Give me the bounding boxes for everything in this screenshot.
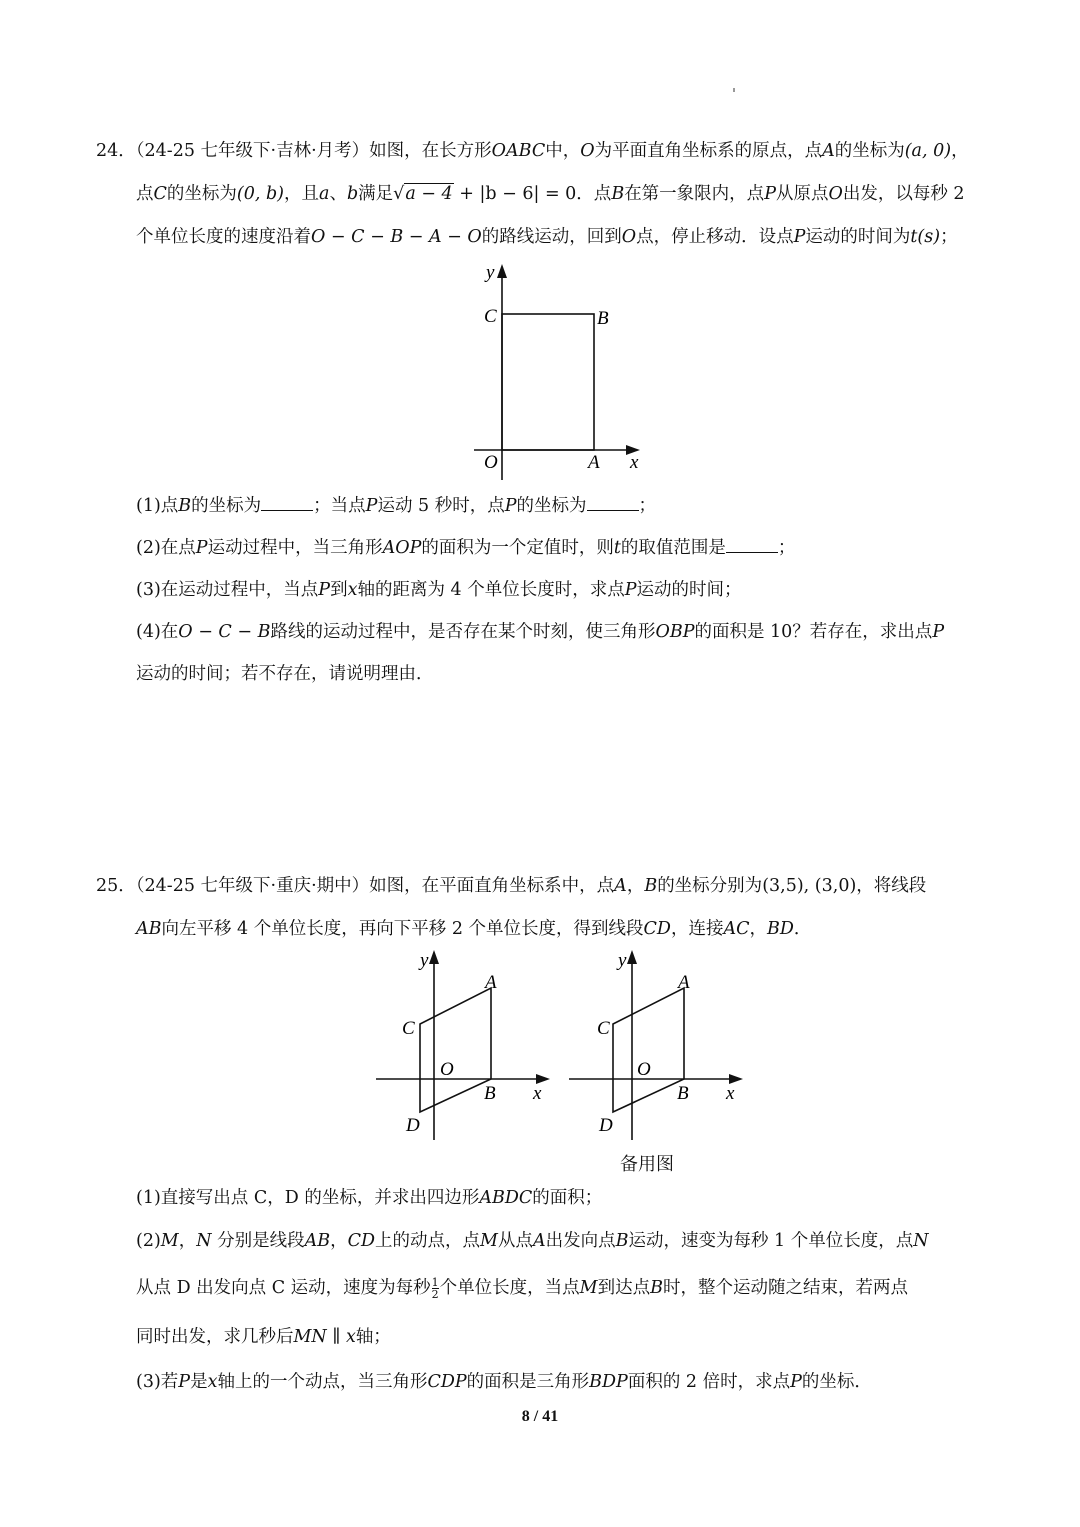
q24-text: 在第一象限内，点 bbox=[624, 184, 765, 204]
q25-text: 向左平移 4 个单位长度，再向下平移 2 个单位长度，得到线段 bbox=[161, 919, 644, 939]
q24-math: P bbox=[504, 496, 517, 516]
q24-text: (1)点 bbox=[136, 496, 179, 516]
q25-math: BDP bbox=[589, 1372, 628, 1392]
q25-line-2 bbox=[136, 917, 811, 941]
q24-part-3 bbox=[136, 578, 742, 602]
q24-text: ；当点 bbox=[313, 496, 366, 516]
q25-math: BD bbox=[766, 919, 794, 939]
q24-text: 路线的运动过程中，是否存在某个时刻，使三角形 bbox=[270, 622, 656, 642]
q24-text: 的坐标为 bbox=[166, 184, 237, 204]
q24-text: 满足 bbox=[358, 184, 394, 204]
q24-math: O − C − B bbox=[178, 622, 271, 642]
q25-number: 25． bbox=[96, 876, 136, 896]
q24-text: 的路线运动，回到 bbox=[481, 227, 622, 247]
q25-text: (2) bbox=[136, 1231, 161, 1251]
q24-text: 为平面直角坐标系的原点，点 bbox=[594, 141, 823, 161]
q24-text: 、 bbox=[329, 184, 347, 204]
q25-math: M bbox=[160, 1231, 179, 1251]
q25-part-3 bbox=[136, 1370, 872, 1394]
q24-text: 运动的时间；若不存在，请说明理由． bbox=[136, 664, 434, 684]
q24-text: 到 bbox=[330, 580, 348, 600]
q24-math: P bbox=[195, 538, 208, 558]
label-c: C bbox=[484, 306, 497, 327]
fraction-numerator: 1 bbox=[431, 1276, 439, 1289]
q24-text: ； bbox=[940, 227, 958, 247]
q25-math: N bbox=[196, 1231, 212, 1251]
q24-math: OABC bbox=[491, 141, 546, 161]
label-b: B bbox=[597, 308, 609, 329]
q24-math: P bbox=[624, 580, 637, 600]
label-d: D bbox=[406, 1115, 420, 1136]
q24-text: 的面积为一个定值时，则 bbox=[421, 538, 614, 558]
label-c: C bbox=[597, 1018, 610, 1039]
q24-text: 的取值范围是 bbox=[620, 538, 726, 558]
q25-text: 是 bbox=[190, 1372, 208, 1392]
q25-text: ， bbox=[749, 919, 767, 939]
q25-text: 上的动点，点 bbox=[375, 1231, 481, 1251]
q24-math: O bbox=[828, 184, 843, 204]
q24-math: (a, 0) bbox=[904, 141, 952, 161]
q24-line-2: 点C的坐标为(0, b)，且a、b满足√a − 4 + |b − 6| = 0．点B在第一象限内，点P从原点O出发，以每秒 2 bbox=[136, 184, 965, 204]
q24-text: ； bbox=[777, 538, 796, 558]
q25-math: B bbox=[615, 1231, 629, 1251]
q25-text: ，连接 bbox=[670, 919, 724, 939]
q25-math: M bbox=[480, 1231, 498, 1251]
sqrt-expression: a − 4 bbox=[405, 184, 453, 204]
q24-text: (3)在运动过程中，当点 bbox=[136, 580, 319, 600]
q24-part-1 bbox=[136, 494, 656, 518]
q25-text: 从点 bbox=[497, 1231, 533, 1251]
q24-math: B bbox=[178, 496, 192, 516]
q25-text: ． bbox=[793, 919, 812, 939]
label-a: A bbox=[485, 972, 497, 993]
q24-number: 24． bbox=[96, 141, 136, 161]
q24-text: 的面积是 10？若存在，求出点 bbox=[694, 622, 933, 642]
y-axis-arrow-icon bbox=[429, 950, 439, 964]
q24-math: B bbox=[611, 184, 625, 204]
q25-text: 同时出发，求几秒后 bbox=[136, 1327, 294, 1347]
q25-math: P bbox=[178, 1372, 191, 1392]
y-axis-arrow-icon bbox=[497, 264, 507, 278]
q24-math: P bbox=[932, 622, 945, 642]
parallelogram-abdc bbox=[420, 988, 491, 1112]
q24-math: t bbox=[613, 538, 621, 558]
q24-math: O bbox=[621, 227, 637, 247]
q25-math: CD bbox=[643, 919, 671, 939]
q24-text: 出发，以每秒 2 bbox=[842, 184, 965, 204]
q24-math: a bbox=[319, 184, 330, 204]
q25-math: A bbox=[614, 876, 627, 896]
page-number: 8 / 41 bbox=[521, 1408, 559, 1425]
q24-text: 运动过程中，当三角形 bbox=[207, 538, 383, 558]
q24-text: 的坐标为 bbox=[191, 496, 262, 516]
label-y: y bbox=[618, 950, 627, 971]
answer-blank[interactable] bbox=[726, 536, 778, 553]
q25-part-2-line-3 bbox=[136, 1325, 391, 1349]
q24-line-3 bbox=[136, 225, 958, 249]
q24-text: 的坐标为 bbox=[834, 141, 905, 161]
label-x: x bbox=[630, 452, 639, 473]
q25-math: MN ∥ x bbox=[293, 1327, 356, 1347]
y-axis-arrow-icon bbox=[627, 950, 637, 964]
q25-math: AB bbox=[136, 919, 162, 939]
q25-math: CD bbox=[347, 1231, 376, 1251]
q25-text: 运动，速变为每秒 1 个单位长度，点 bbox=[628, 1231, 914, 1251]
q25-math: N bbox=[913, 1231, 929, 1251]
q24-math: P bbox=[318, 580, 331, 600]
q25-part-2-line-2 bbox=[136, 1276, 908, 1300]
q25-part-1 bbox=[136, 1186, 602, 1210]
fraction-one-half bbox=[432, 1277, 439, 1300]
q24-text: ， bbox=[951, 141, 969, 161]
q25-text: 轴； bbox=[355, 1327, 391, 1347]
parallelogram-abdc bbox=[613, 988, 684, 1112]
q25-math: AC bbox=[723, 919, 750, 939]
label-x: x bbox=[533, 1083, 542, 1104]
rectangle-oabc bbox=[502, 314, 594, 450]
answer-blank[interactable] bbox=[261, 494, 313, 511]
label-x: x bbox=[726, 1083, 735, 1104]
q24-text: ，且 bbox=[284, 184, 320, 204]
label-a: A bbox=[678, 972, 690, 993]
q25-math: CDP bbox=[427, 1372, 467, 1392]
q25-math: x bbox=[207, 1372, 218, 1392]
q25-line-1 bbox=[96, 874, 926, 898]
q24-line-1 bbox=[96, 139, 969, 163]
label-b: B bbox=[677, 1083, 689, 1104]
q24-text: (2)在点 bbox=[136, 538, 196, 558]
q24-source: （24-25 七年级下·吉林·月考） bbox=[135, 141, 370, 161]
q24-math: x bbox=[347, 580, 358, 600]
q24-text: 点 bbox=[136, 184, 154, 204]
q24-text: 从原点 bbox=[775, 184, 829, 204]
label-o: O bbox=[484, 452, 498, 473]
q25-backup-diagram bbox=[563, 944, 753, 1140]
q25-text: 个单位长度，当点 bbox=[439, 1278, 580, 1298]
backup-figure-caption: 备用图 bbox=[620, 1154, 674, 1175]
fraction-denominator: 2 bbox=[431, 1288, 439, 1301]
q24-math: (0, b) bbox=[236, 184, 285, 204]
q24-math: b bbox=[346, 184, 359, 204]
q25-math: P bbox=[790, 1372, 802, 1392]
q24-text: (4)在 bbox=[136, 622, 179, 642]
q24-math: P bbox=[764, 184, 776, 204]
q25-text: 如图，在平面直角坐标系中，点 bbox=[369, 876, 615, 896]
label-b: B bbox=[484, 1083, 496, 1104]
q24-part-4 bbox=[136, 620, 944, 644]
q24-text: 如图，在长方形 bbox=[369, 141, 492, 161]
label-d: D bbox=[599, 1115, 613, 1136]
q24-part-2 bbox=[136, 536, 795, 560]
q25-math: B bbox=[650, 1278, 663, 1298]
q25-text: 分别是线段 bbox=[211, 1231, 305, 1251]
q24-text: 运动的时间为 bbox=[805, 227, 911, 247]
q25-text: ， bbox=[178, 1231, 197, 1251]
q25-math: (3,5), (3,0) bbox=[762, 876, 857, 896]
q25-math: A bbox=[532, 1231, 546, 1251]
q25-part-2 bbox=[136, 1229, 929, 1253]
q25-text: 到达点 bbox=[597, 1278, 651, 1298]
q24-text: 个单位长度的速度沿着 bbox=[136, 227, 311, 247]
q24-text: 中， bbox=[545, 141, 581, 161]
q25-text: (1)直接写出点 C，D 的坐标，并求出四边形 bbox=[136, 1188, 480, 1208]
label-y: y bbox=[486, 262, 495, 283]
q25-parallelogram-diagram bbox=[370, 944, 560, 1140]
label-a: A bbox=[588, 452, 600, 473]
label-o: O bbox=[637, 1059, 651, 1080]
q24-text: 运动 5 秒时，点 bbox=[377, 496, 505, 516]
q25-text: 的面积； bbox=[532, 1188, 603, 1208]
q25-text: 的面积是三角形 bbox=[466, 1372, 590, 1392]
q25-text: (3)若 bbox=[136, 1372, 179, 1392]
q24-math: A bbox=[822, 141, 835, 161]
q24-math: P bbox=[793, 227, 806, 247]
q24-math: O bbox=[580, 141, 595, 161]
q24-text: ； bbox=[638, 496, 656, 516]
scan-speck bbox=[733, 88, 735, 92]
q25-text: ， bbox=[626, 876, 645, 896]
q24-math: t(s) bbox=[910, 227, 941, 247]
q25-text: 出发向点 bbox=[545, 1231, 616, 1251]
q24-text: 轴的距离为 4 个单位长度时，求点 bbox=[357, 580, 625, 600]
q25-text: 从点 D 出发向点 C 运动，速度为每秒 bbox=[136, 1278, 431, 1298]
q25-text: 时，整个运动随之结束，若两点 bbox=[662, 1278, 908, 1298]
q24-text: 运动的时间； bbox=[636, 580, 742, 600]
q24-math: O − C − B − A − O bbox=[311, 227, 482, 247]
q24-math: P bbox=[365, 496, 378, 516]
q25-math: M bbox=[579, 1278, 598, 1298]
q24-part-4-cont bbox=[136, 662, 434, 686]
q24-math: C bbox=[153, 184, 167, 204]
q24-rectangle-diagram bbox=[460, 258, 660, 480]
q25-math: AB bbox=[304, 1231, 331, 1251]
answer-blank[interactable] bbox=[587, 494, 639, 511]
q25-text: 的坐标分别为 bbox=[657, 876, 763, 896]
label-c: C bbox=[402, 1018, 415, 1039]
q25-text: 的坐标． bbox=[801, 1372, 872, 1392]
q24-text: 点，停止移动．设点 bbox=[636, 227, 794, 247]
q25-math: B bbox=[644, 876, 658, 896]
label-y: y bbox=[420, 950, 429, 971]
q25-text: ，将线段 bbox=[856, 876, 927, 896]
q25-source: （24-25 七年级下·重庆·期中） bbox=[135, 876, 370, 896]
label-o: O bbox=[440, 1059, 454, 1080]
q24-math: OBP bbox=[655, 622, 695, 642]
q24-math: AOP bbox=[382, 538, 422, 558]
q25-math: ABDC bbox=[479, 1188, 533, 1208]
q25-text: 面积的 2 倍时，求点 bbox=[627, 1372, 791, 1392]
q24-text: 的坐标为 bbox=[516, 496, 587, 516]
q24-text: + |b − 6| = 0．点 bbox=[453, 184, 612, 204]
q25-text: ， bbox=[330, 1231, 348, 1251]
q25-text: 轴上的一个动点，当三角形 bbox=[217, 1372, 428, 1392]
